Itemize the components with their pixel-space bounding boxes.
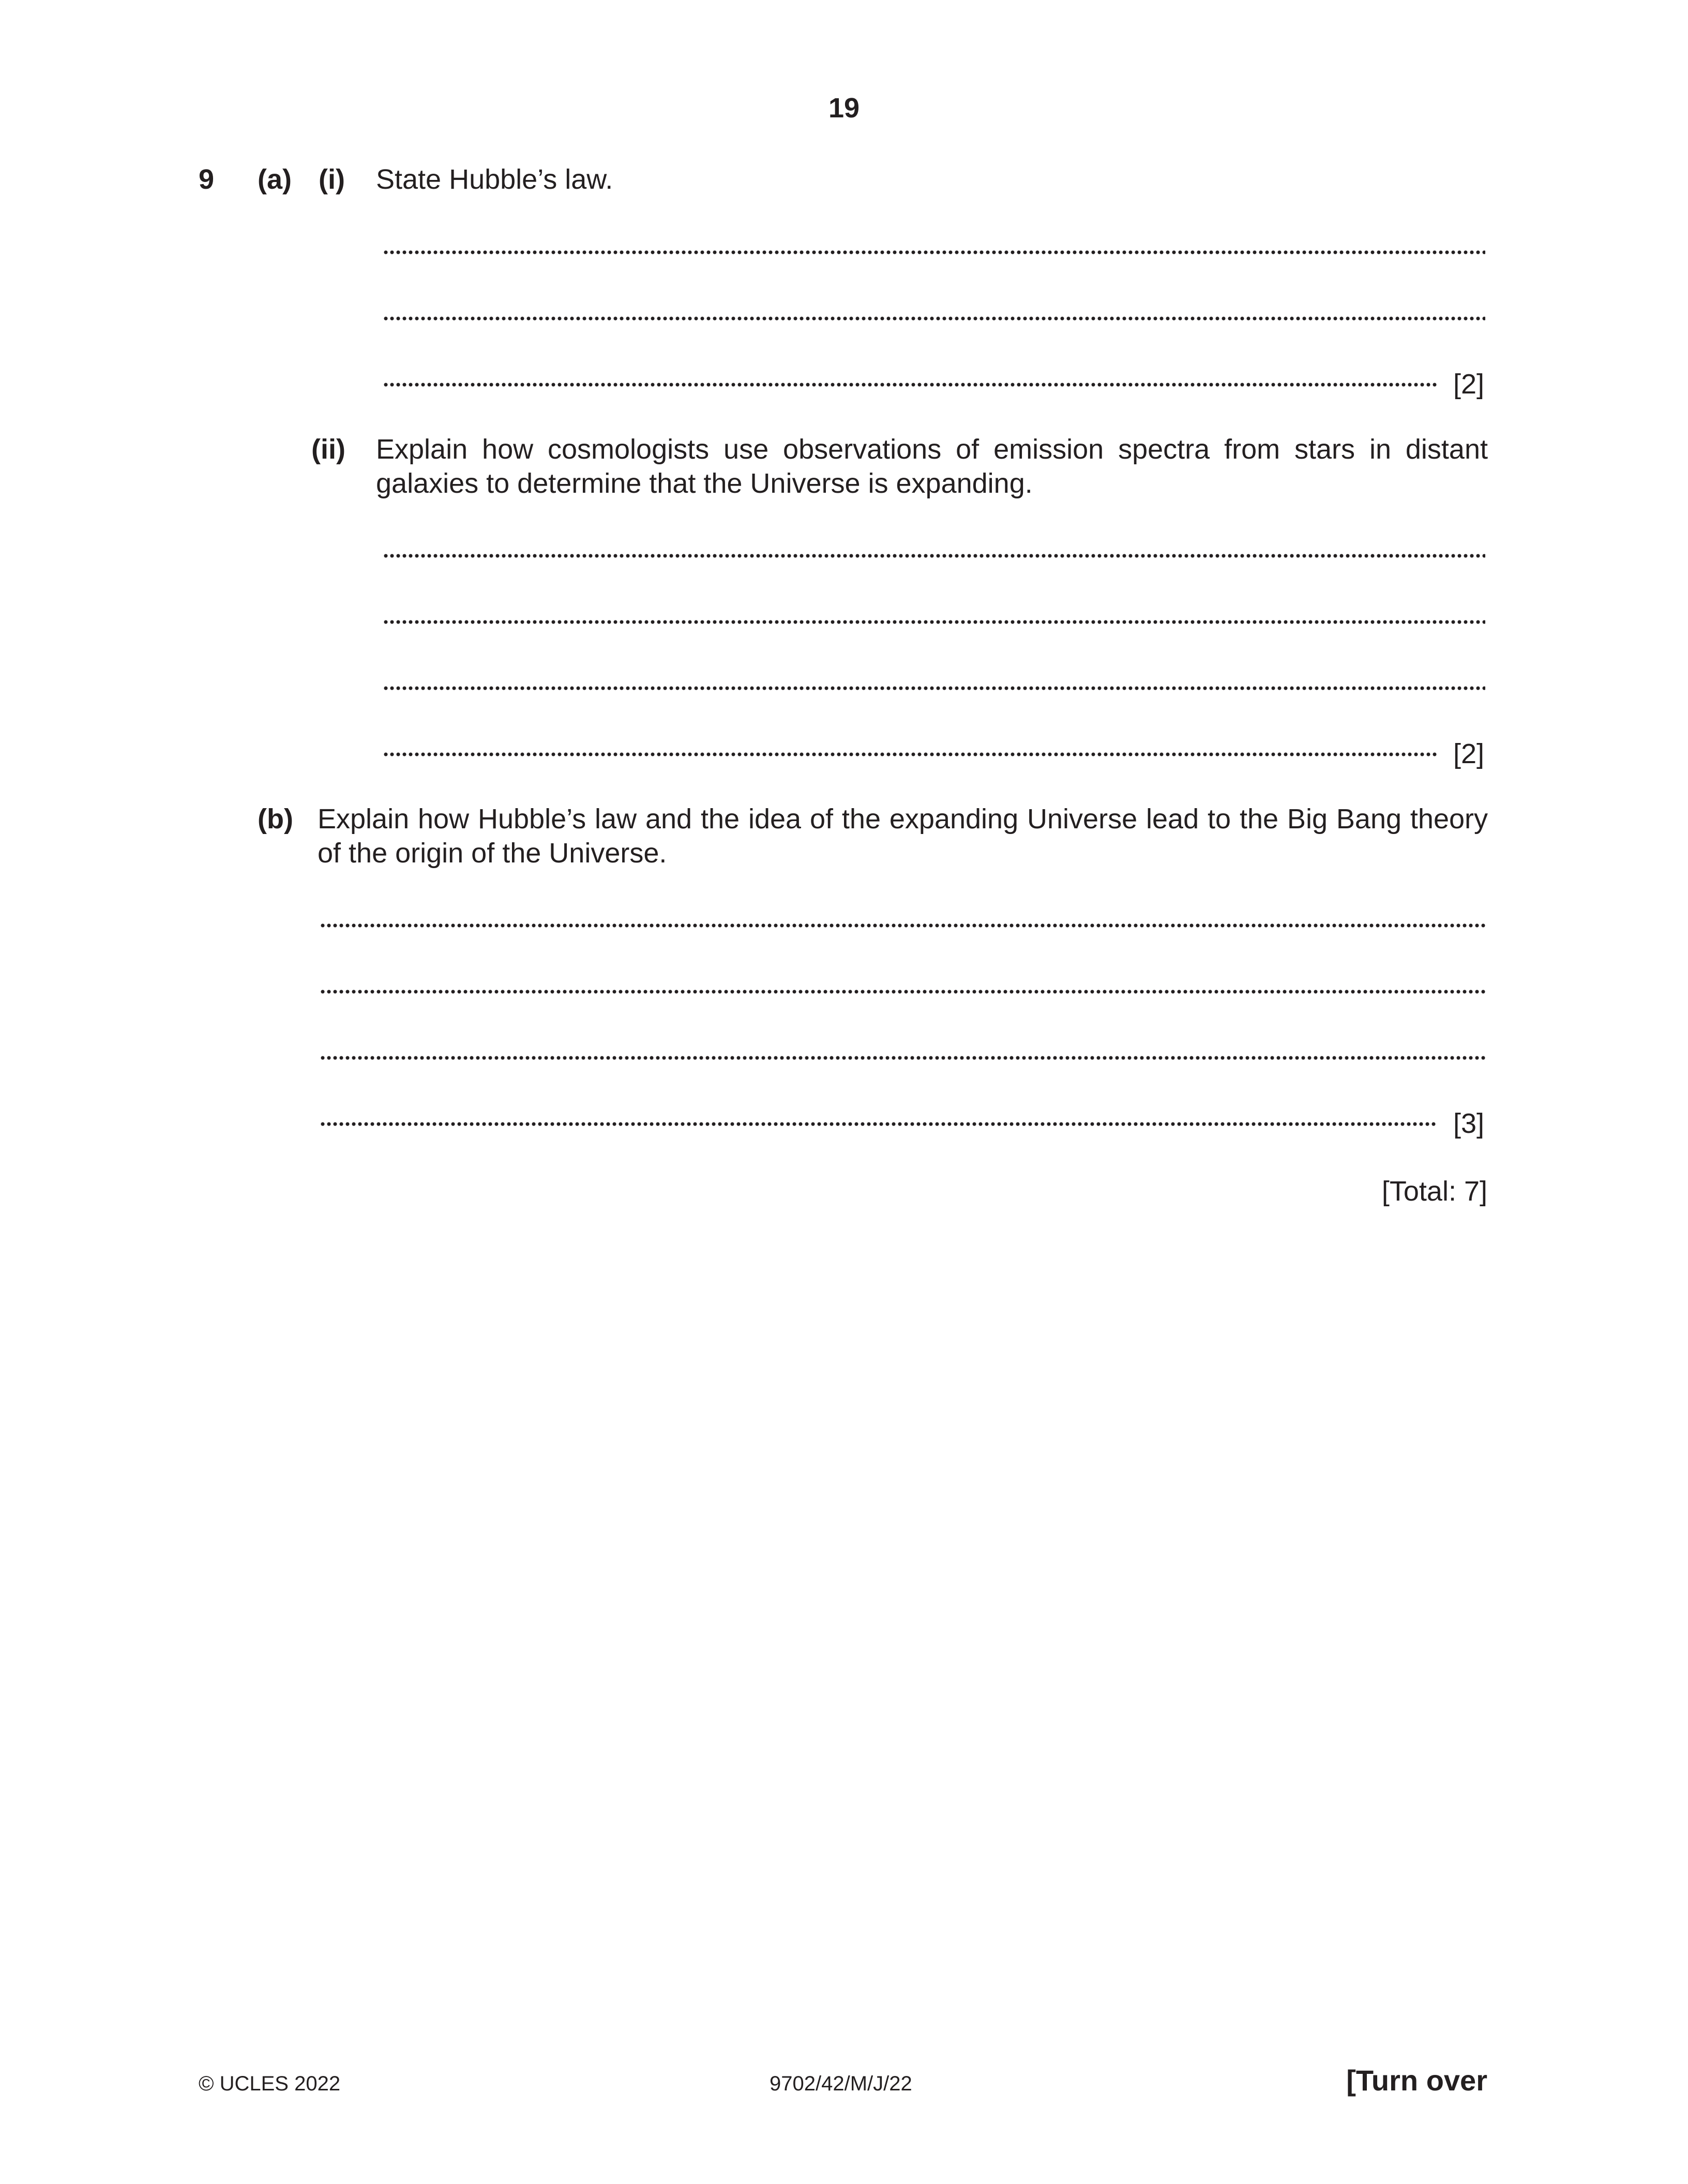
footer-turn-over: [Turn over — [1346, 2064, 1487, 2097]
answer-line-a-i-3[interactable] — [383, 380, 1437, 390]
answer-line-a-i-2[interactable] — [383, 313, 1485, 324]
sub-i-label: (i) — [319, 164, 345, 195]
answer-line-b-3[interactable] — [320, 1053, 1485, 1063]
total-marks: [Total: 7] — [1381, 1176, 1487, 1207]
question-number: 9 — [199, 164, 215, 195]
marks-a-i: [2] — [1453, 369, 1485, 400]
footer-copyright: © UCLES 2022 — [199, 2072, 341, 2095]
sub-ii-question-text: Explain how cosmologists use observations of emission spectra from stars in distant galaxies to determine that the Universe is expanding. — [376, 434, 1488, 499]
sub-i-question-text: State Hubble’s law. — [376, 164, 613, 195]
sub-ii-label: (ii) — [311, 434, 345, 465]
marks-b: [3] — [1453, 1108, 1485, 1139]
answer-line-b-4[interactable] — [320, 1119, 1437, 1129]
answer-line-b-1[interactable] — [320, 920, 1485, 931]
answer-line-a-ii-2[interactable] — [383, 617, 1485, 627]
page-number: 19 — [828, 93, 860, 124]
part-b-question-text: Explain how Hubble’s law and the idea of the expanding Universe lead to the Big Bang theory of the origin of the Universe. — [318, 803, 1488, 869]
answer-line-a-ii-3[interactable] — [383, 683, 1485, 693]
part-b-label: (b) — [258, 803, 293, 835]
answer-line-a-ii-4[interactable] — [383, 749, 1437, 760]
answer-line-a-ii-1[interactable] — [383, 551, 1485, 561]
footer-paper-code: 9702/42/M/J/22 — [770, 2072, 912, 2095]
answer-line-b-2[interactable] — [320, 987, 1485, 997]
part-a-label: (a) — [258, 164, 292, 195]
marks-a-ii: [2] — [1453, 738, 1485, 769]
answer-line-a-i-1[interactable] — [383, 247, 1485, 257]
